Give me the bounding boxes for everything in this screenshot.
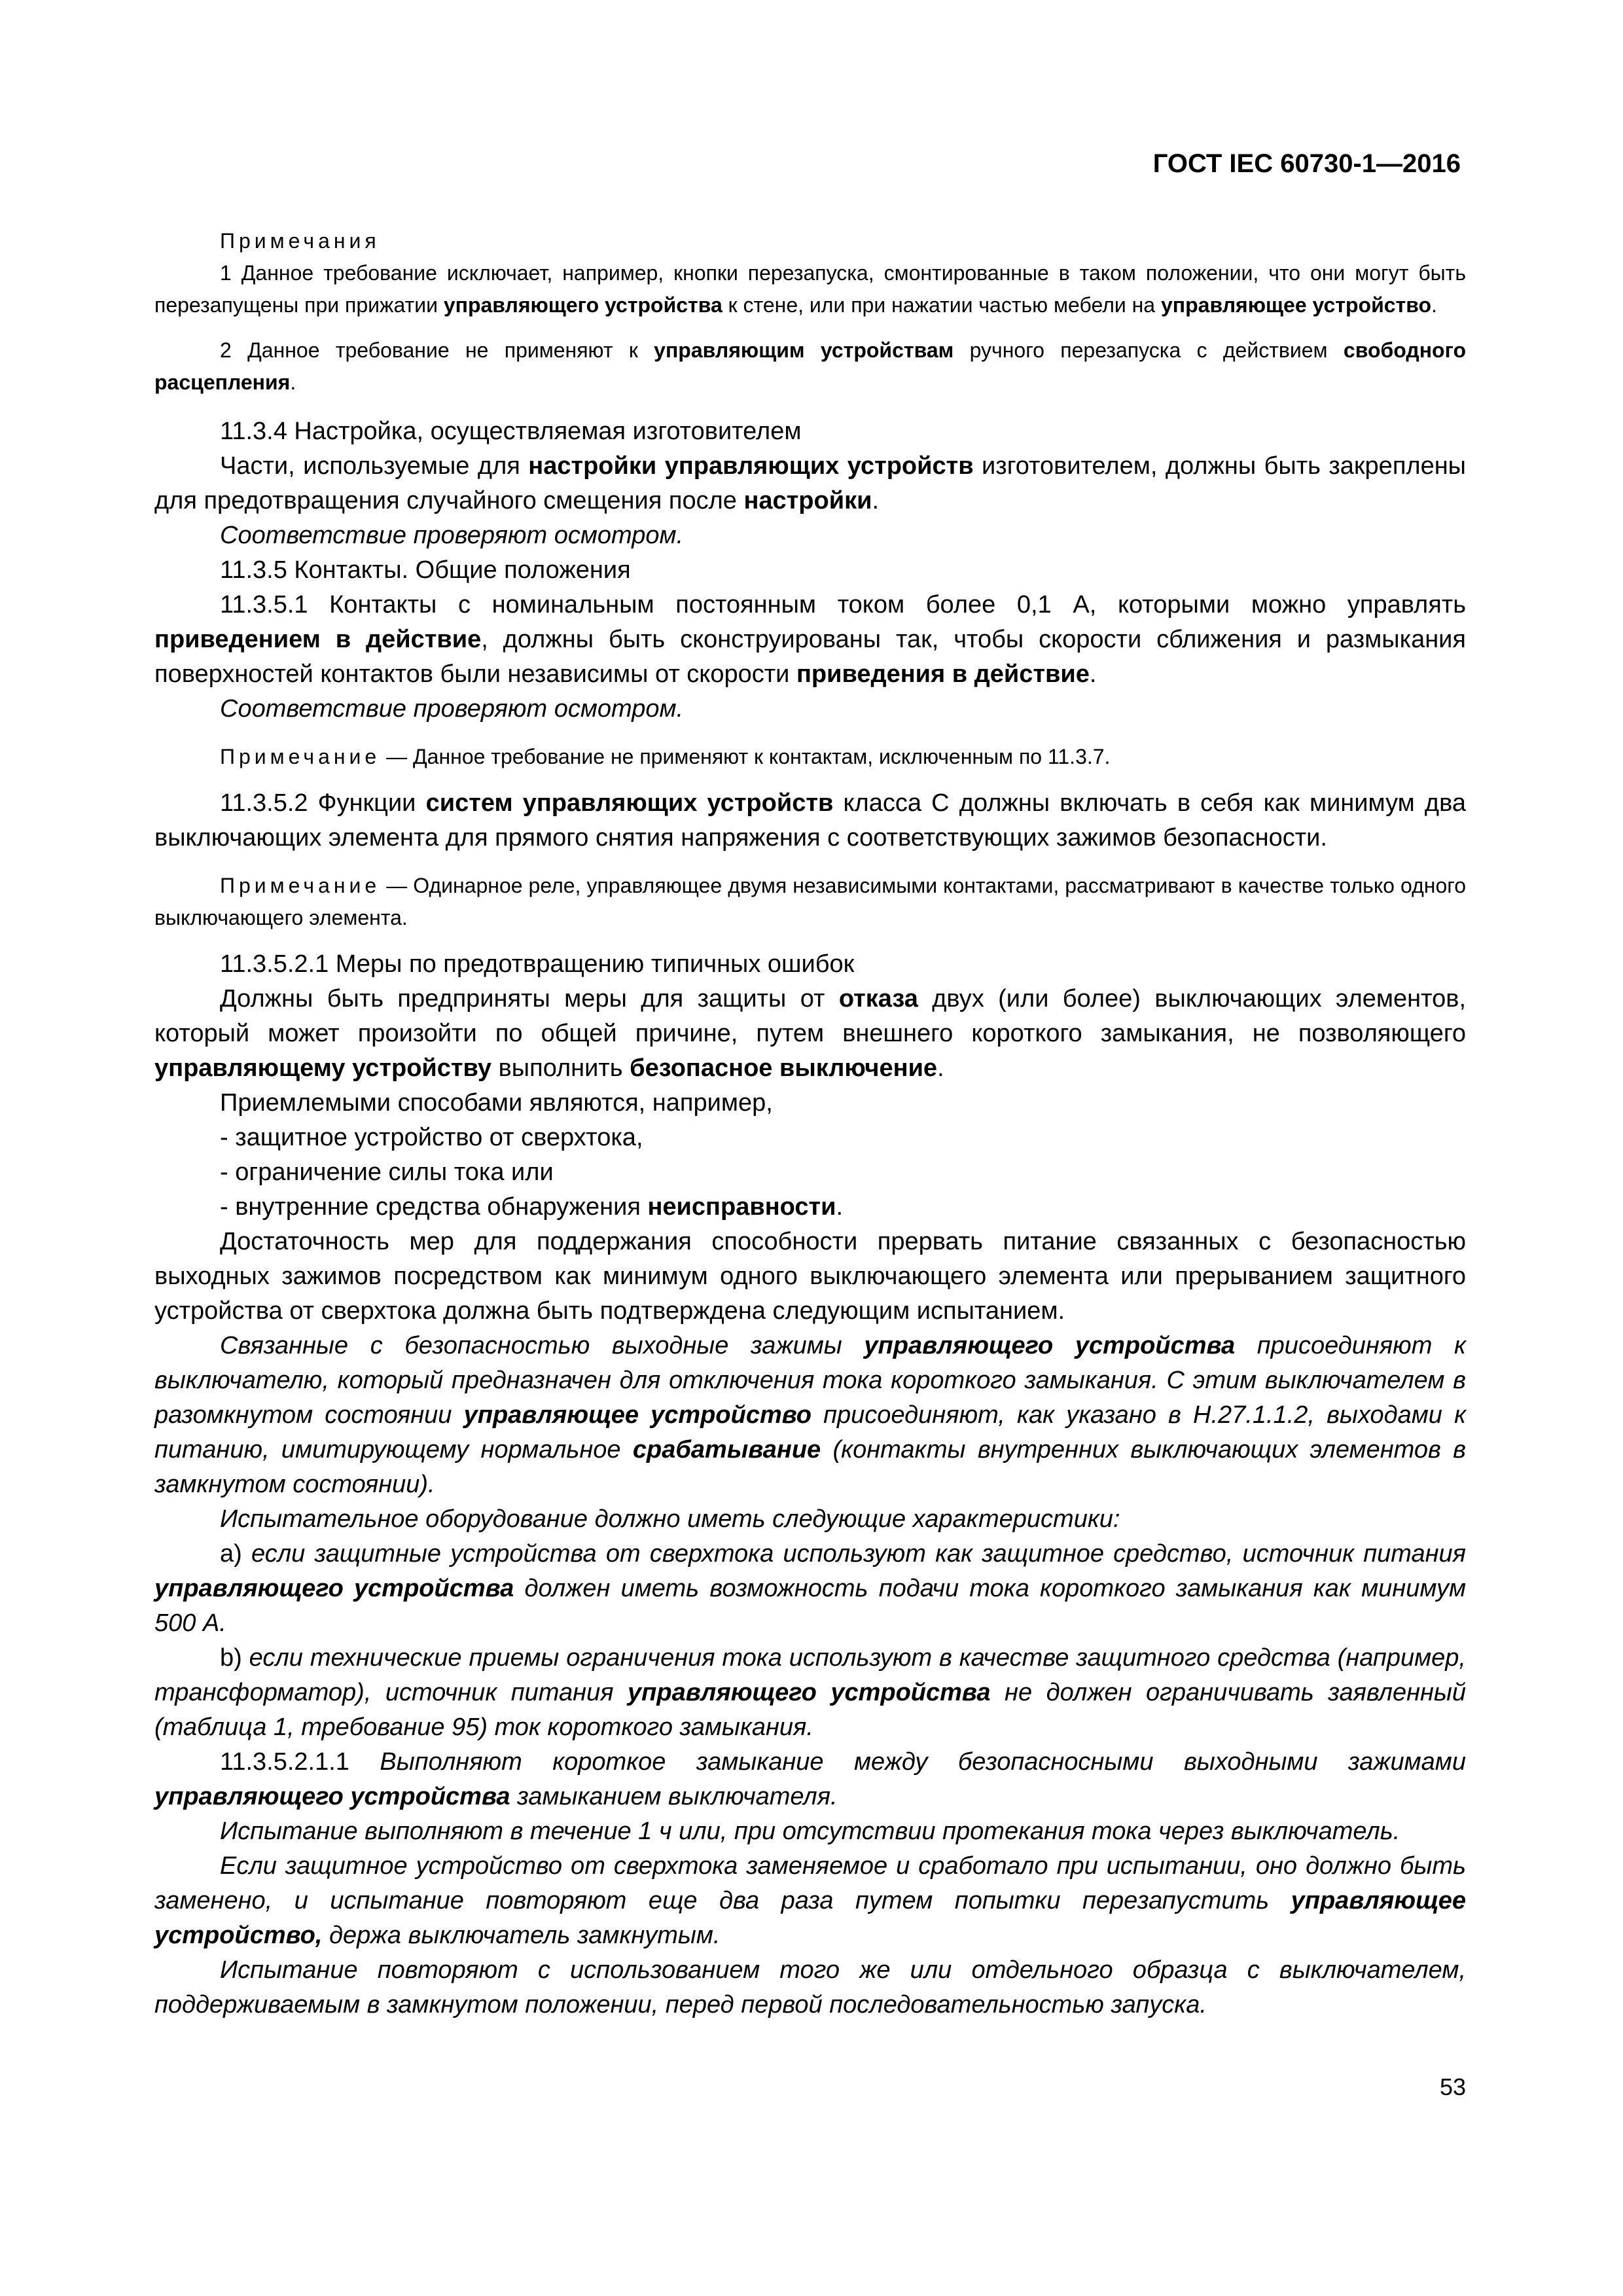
- notes-block: [154, 225, 1466, 399]
- text-run: .: [290, 370, 296, 394]
- bold-term: свободного расцепления: [154, 338, 1467, 394]
- text-run: .: [836, 1193, 844, 1221]
- text-run: (контакты внутренних выключающих элементов в замкнутом состоянии).: [154, 1436, 1466, 1498]
- section-11-3-4: [154, 414, 1466, 553]
- text-run: а): [220, 1540, 251, 1568]
- section-11-3-5: [154, 553, 1466, 726]
- ways-intro: Приемлемыми способами являются, например,: [220, 1089, 773, 1117]
- list-item: - ограничение силы тока или: [220, 1158, 554, 1186]
- text-run: 11.3.5.2.1.1: [220, 1748, 380, 1776]
- section-11-3-5-heading: 11.3.5 Контакты. Общие положения: [220, 556, 631, 584]
- text-run: изготовителем, должны быть закреплены для предотвращения случайного смещения после: [154, 452, 1466, 514]
- section-11-3-5-2-1-1: [154, 1745, 1466, 1814]
- section-11-3-5-1-text: [154, 588, 1466, 692]
- page-content: [154, 225, 1466, 2022]
- bold-term: срабатывание: [632, 1436, 821, 1463]
- bold-term: управляющего устройства: [628, 1679, 991, 1706]
- text-run: .: [872, 487, 880, 514]
- bold-term: неисправности: [647, 1193, 836, 1221]
- bold-term: безопасное выключение: [630, 1054, 938, 1082]
- text-run: , должны быть сконструированы так, чтобы скорости сближения и размыкания поверхностей контактов были независимы от скорости: [154, 626, 1466, 688]
- list-item: [154, 1190, 1466, 1225]
- equipment-text: Испытательное оборудование должно иметь следующие характеристики:: [220, 1505, 1120, 1533]
- text-run: если технические приемы ограничения тока используют в качестве защитного средства (например, трансформатор), источник питания: [154, 1644, 1466, 1706]
- text-run: - внутренние средства обнаружения: [220, 1193, 648, 1221]
- bold-term: настройки: [743, 487, 872, 514]
- bold-term: приведением в действие: [154, 626, 482, 653]
- text-run: Части, используемые для: [220, 452, 529, 480]
- text-run: .: [1431, 293, 1437, 317]
- section-11-3-5-2-text: [154, 786, 1466, 855]
- bold-term: управляющее устройство: [1160, 293, 1432, 317]
- note-label: Примечание: [220, 745, 381, 768]
- note-11-3-5-2: [154, 870, 1466, 934]
- section-11-3-5-2: [154, 786, 1466, 855]
- text-run: держа выключатель замкнутым.: [322, 1922, 721, 1949]
- text-run: если защитные устройства от сверхтока используют как защитное средство, источник питания: [251, 1540, 1466, 1568]
- page-number: 53: [1439, 2073, 1466, 2100]
- section-11-3-5-2-1-text: [154, 982, 1466, 1086]
- bold-term: управляющего устройства: [154, 1783, 510, 1810]
- text-run: должен иметь возможность подачи тока короткого замыкания как минимум 500 А.: [154, 1575, 1466, 1637]
- section-11-3-5-2-1-heading: 11.3.5.2.1 Меры по предотвращению типичных ошибок: [220, 950, 855, 978]
- bold-term: управляющим устройствам: [654, 338, 954, 362]
- bold-term: настройки управляющих устройств: [528, 452, 974, 480]
- bold-term: приведения в действие: [796, 660, 1090, 688]
- section-11-3-5-1-check: Соответствие проверяют осмотром.: [220, 695, 684, 723]
- text-run: Если защитное устройство от сверхтока заменяемое и сработало при испытании, оно должно быть заменено, и испытание повторяют еще два раза путем попытки перезапустить: [154, 1852, 1466, 1914]
- text-run: .: [1089, 660, 1097, 688]
- text-run: 11.3.5.2 Функции: [220, 789, 426, 817]
- bold-term: систем управляющих устройств: [425, 789, 834, 817]
- bold-term: отказа: [838, 985, 918, 1013]
- sufficiency-text: Достаточность мер для поддержания способности прервать питание связанных с безопасностью выходных зажимов посредством как минимум одного выключающего элемента или прерыванием защитного устройства от сверхтока должна быть подтверждена следующим испытанием.: [154, 1228, 1466, 1325]
- note-1: [154, 257, 1466, 321]
- text-run: присоединяют, как указано в H.27.1.1.2, выходами к питанию, имитирующему нормальное: [154, 1401, 1467, 1463]
- test-procedure-text: [154, 1329, 1466, 1502]
- note-2: [154, 334, 1466, 399]
- text-run: Связанные с безопасностью выходные зажимы: [220, 1332, 865, 1359]
- section-11-3-4-check: Соответствие проверяют осмотром.: [220, 522, 684, 549]
- note-text: — Одинарное реле, управляющее двумя независимыми контактами, рассматривают в качестве только одного выключающего элемента.: [154, 874, 1466, 929]
- note-label: Примечание: [220, 874, 381, 897]
- text-run: двух (или более) выключающих элементов, который может произойти по общей причине, путем внешнего короткого замыкания, не позволяющего: [154, 985, 1467, 1047]
- note-text: — Данное требование не применяют к контактам, исключенным по 11.3.7.: [380, 745, 1111, 768]
- text-run: 2 Данное требование не применяют к: [220, 338, 654, 362]
- section-11-3-5-2-1: [154, 947, 1466, 2022]
- note-11-3-5-1: [154, 741, 1466, 773]
- bold-term: управляющее устройство: [463, 1401, 812, 1429]
- section-11-3-4-text: [154, 449, 1466, 518]
- text-run: .: [937, 1054, 944, 1082]
- text-run: к стене, или при нажатии частью мебели на: [722, 293, 1161, 317]
- item-b: [154, 1641, 1466, 1745]
- repeat-text: Испытание повторяют с использованием того же или отдельного образца с выключателем, поддерживаемым в замкнутом положении, перед первой последовательностью запуска.: [154, 1956, 1466, 2018]
- text-run: 1 Данное требование исключает, например, кнопки перезапуска, смонтированные в таком положении, что они могут быть перезапущены при прижатии: [154, 261, 1466, 317]
- text-run: 11.3.5.1 Контакты с номинальным постоянным током более 0,1 А, которыми можно управлять: [220, 591, 1466, 619]
- bold-term: управляющего устройства: [864, 1332, 1236, 1359]
- bold-term: управляющее устройство,: [154, 1887, 1466, 1949]
- text-run: присоединяют к выключателю, который предназначен для отключения тока короткого замыкания. С этим выключателем в разомкнутом состоянии: [154, 1332, 1466, 1429]
- text-run: Должны быть предприняты меры для защиты от: [220, 985, 839, 1013]
- replace-text: [154, 1849, 1466, 1953]
- text-run: b): [220, 1644, 249, 1672]
- bold-term: управляющему устройству: [154, 1054, 492, 1082]
- duration-text: Испытание выполняют в течение 1 ч или, при отсутствии протекания тока через выключатель.: [220, 1818, 1400, 1845]
- text-run: выполнить: [491, 1054, 630, 1082]
- standard-header: ГОСТ IEC 60730-1—2016: [1152, 149, 1461, 178]
- text-run: не должен ограничивать заявленный (таблица 1, требование 95) ток короткого замыкания.: [154, 1679, 1467, 1741]
- bold-term: управляющего устройства: [154, 1575, 514, 1602]
- text-run: Выполняют короткое замыкание между безопасносными выходными зажимами: [380, 1748, 1466, 1776]
- item-a: [154, 1537, 1466, 1641]
- text-run: класса С должны включать в себя как минимум два выключающих элемента для прямого снятия напряжения с соответствующих зажимов безопасности.: [154, 789, 1466, 852]
- notes-title: Примечания: [220, 229, 380, 253]
- section-11-3-4-heading: 11.3.4 Настройка, осуществляемая изготовителем: [220, 418, 802, 445]
- bold-term: управляющего устройства: [443, 293, 722, 317]
- text-run: ручного перезапуска с действием: [954, 338, 1344, 362]
- text-run: замыканием выключателя.: [510, 1783, 838, 1810]
- list-item: - защитное устройство от сверхтока,: [220, 1124, 643, 1151]
